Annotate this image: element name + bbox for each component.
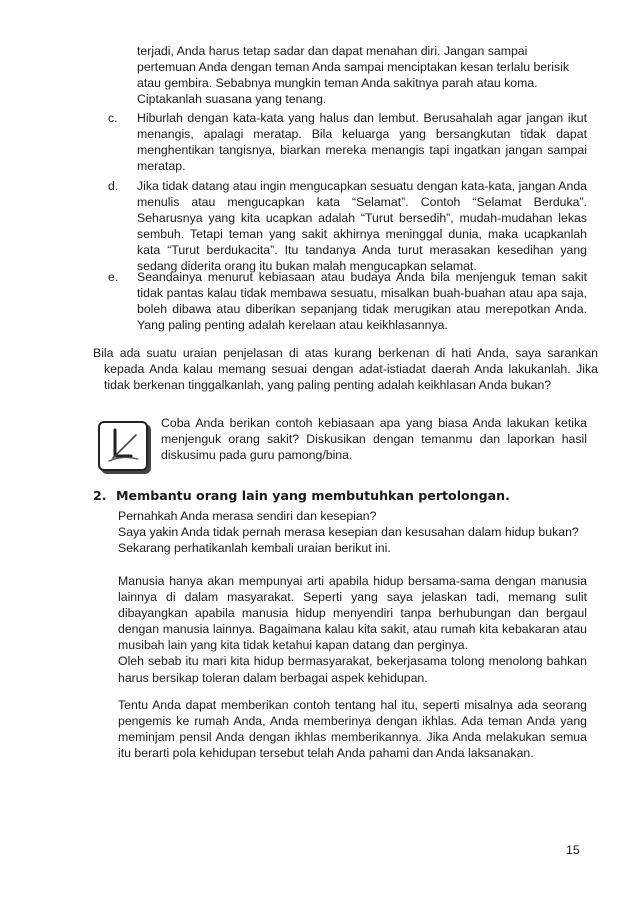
section-title: Membantu orang lain yang membutuhkan pertolongan. [116,488,510,503]
activity-text: Coba Anda berikan contoh kebiasaan apa yang biasa Anda lakukan ketika menjenguk orang sakit? Diskusikan dengan temanmu dan laporkan hasil diskusimu pada guru pamong/bina. [161,416,587,463]
paragraph-text: Manusia hanya akan mempunyai arti apabila hidup bersama-sama dengan manusia lainnya di dalam masyarakat. Seperti yang saya jelaskan tadi, memang sulit dibayangkan apabila manusia hidup menyendiri tanpa berhubungan dan bergaul dengan manusia lainnya. Bagaimana kalau kita sakit, atau rumah kita kebakaran atau musibah lain yang kita tidak ketahui kapan datang dan perginya. [118,574,587,653]
writing-activity-icon [98,421,148,471]
list-item-label: e. [108,270,119,284]
intro-line-1: terjadi, Anda harus tetap sadar dan dapat menahan diri. Jangan sampai [137,44,528,58]
intro-line-2: pertemuan Anda dengan teman Anda sampai menciptakan kesan terlalu berisik [137,60,570,75]
list-item-c [108,110,587,174]
pen-letter-icon [100,423,146,469]
section-heading [93,488,593,504]
question-line: Sekarang perhatikanlah kembali uraian berikut ini. [118,541,391,556]
question-line: Saya yakin Anda tidak pernah merasa kesepian dan kesusahan dalam hidup bukan? [118,525,579,540]
list-item-text: Jika tidak datang atau ingin mengucapkan sesuatu dengan kata-kata, jangan Anda menulis atau mengucapkan kata “Selamat”. Contoh “Selamat Berduka”. Seharusnya yang kita ucapkan adalah “Turut bersedih”, mudah-mudahan lekas sembuh. Tetapi teman yang sakit akhirnya meninggal dunia, maka ucapkanlah kata “Turut berdukacita”. Itu tandanya Anda turut merasakan kesedihan yang sedang diderita orang itu bukan malah mengucapkan selamat. [137,179,587,274]
list-item-text: Seandainya menurut kebiasaan atau budaya Anda bila menjenguk teman sakit tidak pantas kalau tidak membawa sesuatu, misalkan buah-buahan atau apa saja, boleh dibawa atau diberikan sepanjang tidak merugikan atau merepotkan Anda. Yang paling penting adalah kerelaan atau keikhlasannya. [137,270,587,333]
list-item-text: Hiburlah dengan kata-kata yang halus dan lembut. Berusahalah agar jangan ikut menangis, apalagi meratap. Bila keluarga yang bersangkutan tidak dapat menghentikan tangisnya, biarkan mereka menangis tapi ingatkan jangan sampai meratap. [137,111,587,174]
intro-line-3: atau gembira. Sebabnya mungkin teman Anda sakitnya parah atau koma. [137,76,538,91]
section-paragraph-2 [118,697,587,761]
page-number: 15 [566,843,580,857]
intro-line-4: Ciptakanlah suasana yang tenang. [137,92,327,107]
section-paragraph-1 [118,573,587,686]
section-questions [118,508,587,556]
list-item-e [108,269,587,333]
list-item-label: d. [108,179,119,193]
list-item-label: c. [108,111,118,125]
intro-continuation [137,43,587,107]
paragraph-text: Tentu Anda dapat memberikan contoh tentang hal itu, seperti misalnya ada seorang pengemis ke rumah Anda, Anda memberinya dengan ikhlas. Ada teman Anda yang meminjam pensil Anda dengan ikhlas memberikannya. Jika Anda melakukan semua itu berarti pola kehidupan tersebut telah Anda pahami dan Anda laksanakan. [118,698,587,761]
paragraph-text: Oleh sebab itu mari kita hidup bermasyarakat, bekerjasama tolong menolong bahkan harus bersikap toleran dalam berbagai aspek kehidupan. [118,654,587,685]
question-line: Pernahkah Anda merasa sendiri dan kesepian? [118,509,377,523]
section-number: 2. [93,488,107,503]
list-item-d [108,178,587,275]
closing-paragraph: Bila ada suatu uraian penjelasan di atas kurang berkenan di hati Anda, saya sarankan kepada Anda kalau memang sesuai dengan adat-istiadat daerah Anda lakukanlah. Jika tidak berkenan tinggalkanlah, yang paling penting adalah keikhlasan Anda bukan? [93,346,598,393]
